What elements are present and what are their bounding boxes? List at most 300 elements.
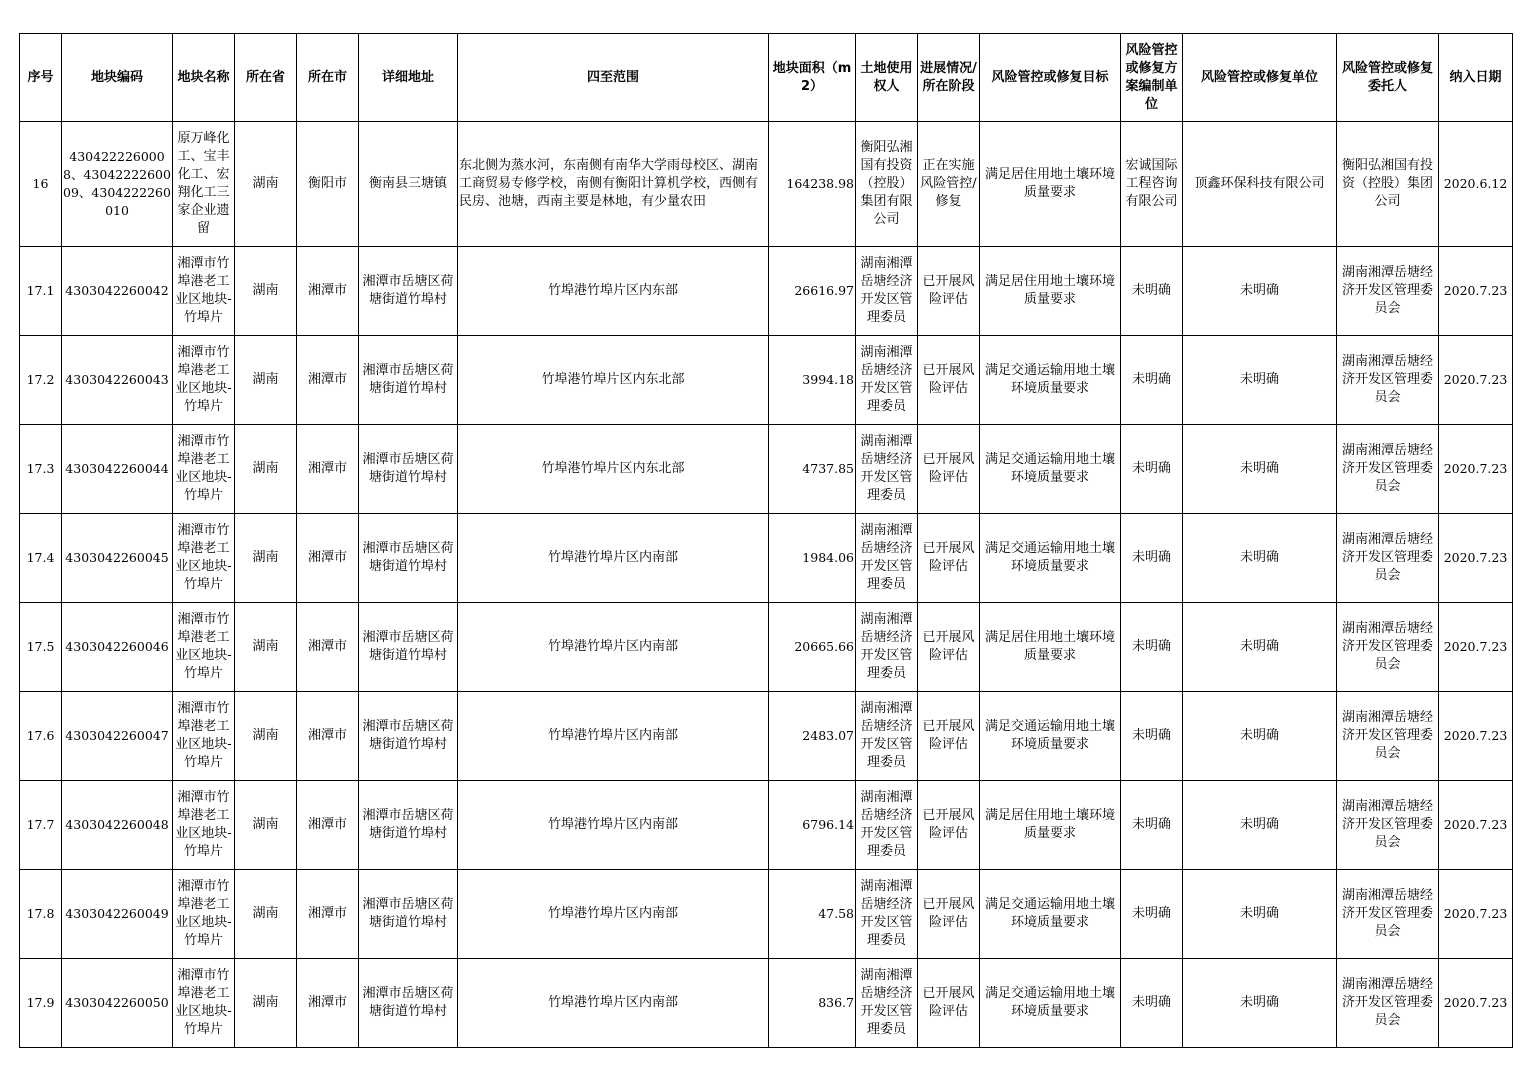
table-cell (1121, 514, 1183, 603)
cell-text: 湘潭市岳塘区荷塘街道竹埠村 (362, 719, 454, 752)
table-cell (1439, 336, 1513, 425)
table-cell (769, 870, 856, 959)
cell-text: 湖南 (252, 728, 279, 743)
cell-text: 未明确 (1131, 283, 1171, 298)
table-cell (980, 336, 1121, 425)
table-cell (458, 336, 769, 425)
table-cell (1183, 870, 1337, 959)
cell-text: 未明确 (1239, 550, 1279, 565)
table-cell (359, 336, 458, 425)
table-cell (20, 692, 62, 781)
table-cell (1121, 870, 1183, 959)
table-cell (1337, 514, 1439, 603)
cell-text: 未明确 (1131, 372, 1171, 387)
cell-text: 湖南湘潭岳塘经济开发区管理委员 (860, 790, 913, 859)
table-row (20, 692, 1513, 781)
cell-text: 湘潭市竹埠港老工业区地块-竹埠片 (175, 790, 232, 859)
cell-text: 4303042260046 (65, 639, 169, 654)
table-cell (458, 425, 769, 514)
table-cell (1183, 425, 1337, 514)
cell-text: 湘潭市 (307, 995, 347, 1010)
cell-text: 4303042260047 (65, 728, 169, 743)
table-cell (856, 514, 918, 603)
table-cell (856, 336, 918, 425)
table-cell (359, 870, 458, 959)
cell-text: 湖南 (252, 283, 279, 298)
cell-text: 湖南湘潭岳塘经济开发区管理委员 (860, 523, 913, 592)
cell-text: 湘潭市岳塘区荷塘街道竹埠村 (362, 452, 454, 485)
table-cell (359, 781, 458, 870)
table-cell (1183, 514, 1337, 603)
header-cell: 序号 (20, 34, 62, 122)
cell-text: 2020.7.23 (1443, 639, 1508, 654)
cell-text: 湖南湘潭岳塘经济开发区管理委员 (860, 256, 913, 325)
header-row (20, 34, 1513, 122)
cell-text: 已开展风险评估 (922, 808, 975, 841)
table-cell (1183, 959, 1337, 1048)
cell-text: 湘潭市岳塘区荷塘街道竹埠村 (362, 630, 454, 663)
cell-text: 2020.7.23 (1443, 550, 1508, 565)
table-cell (769, 425, 856, 514)
cell-text: 4303042260043 (65, 372, 169, 387)
table-cell (1183, 692, 1337, 781)
table-cell (235, 692, 297, 781)
table-cell (1121, 336, 1183, 425)
table-cell (918, 603, 980, 692)
header-cell: 所在市 (297, 34, 359, 122)
table-cell (856, 603, 918, 692)
table-cell (980, 692, 1121, 781)
cell-text: 湘潭市竹埠港老工业区地块-竹埠片 (175, 968, 232, 1037)
table-cell (856, 870, 918, 959)
cell-text: 17.6 (26, 728, 55, 743)
cell-text: 17.5 (26, 639, 55, 654)
cell-text: 竹埠港竹埠片区内南部 (547, 906, 678, 921)
cell-text: 3994.18 (802, 372, 854, 387)
cell-text: 26616.97 (794, 283, 854, 298)
table-cell (918, 692, 980, 781)
table-cell (918, 425, 980, 514)
cell-text: 衡阳弘湘国有投资（控股）集团公司 (1341, 158, 1433, 209)
cell-text: 已开展风险评估 (922, 541, 975, 574)
cell-text: 2020.7.23 (1443, 906, 1508, 921)
table-cell (1121, 425, 1183, 514)
table-cell (1121, 959, 1183, 1048)
cell-text: 未明确 (1131, 728, 1171, 743)
table-cell (62, 603, 173, 692)
cell-text: 湖南湘潭岳塘经济开发区管理委员会 (1341, 354, 1433, 405)
table-cell (1337, 247, 1439, 336)
cell-text: 满足居住用地土壤环境质量要求 (984, 630, 1115, 663)
cell-text: 4303042260044 (65, 461, 169, 476)
cell-text: 已开展风险评估 (922, 719, 975, 752)
table-cell (173, 425, 235, 514)
cell-text: 4303042260045 (65, 550, 169, 565)
table-cell (235, 959, 297, 1048)
header-cell: 风险管控或修复单位 (1183, 34, 1337, 122)
table-cell (918, 336, 980, 425)
table-cell (856, 247, 918, 336)
cell-text: 已开展风险评估 (922, 452, 975, 485)
cell-text: 未明确 (1239, 995, 1279, 1010)
cell-text: 164238.98 (786, 176, 854, 191)
header-cell: 地块编码 (62, 34, 173, 122)
table-row (20, 870, 1513, 959)
table-cell (1121, 692, 1183, 781)
table-cell (297, 247, 359, 336)
table-cell (1439, 870, 1513, 959)
cell-text: 满足交通运输用地土壤环境质量要求 (984, 541, 1115, 574)
table-cell (359, 959, 458, 1048)
cell-text: 湖南湘潭岳塘经济开发区管理委员 (860, 879, 913, 948)
table-cell (458, 959, 769, 1048)
table-cell (458, 692, 769, 781)
table-cell (769, 603, 856, 692)
cell-text: 未明确 (1239, 728, 1279, 743)
table-cell (1121, 247, 1183, 336)
table-row (20, 514, 1513, 603)
table-cell (856, 781, 918, 870)
table-cell (458, 781, 769, 870)
table-cell (918, 870, 980, 959)
table-cell (1121, 122, 1183, 247)
table-cell (918, 959, 980, 1048)
cell-text: 湘潭市岳塘区荷塘街道竹埠村 (362, 808, 454, 841)
cell-text: 17.9 (26, 995, 55, 1010)
cell-text: 4303042260042 (65, 283, 169, 298)
table-cell (980, 247, 1121, 336)
cell-text: 未明确 (1239, 283, 1279, 298)
table-cell (1337, 425, 1439, 514)
table-cell (20, 425, 62, 514)
table-cell (1439, 781, 1513, 870)
table-cell (62, 514, 173, 603)
table-cell (235, 870, 297, 959)
table-cell (359, 603, 458, 692)
table-cell (980, 781, 1121, 870)
cell-text: 17.4 (26, 550, 55, 565)
table-cell (980, 122, 1121, 247)
table-cell (20, 870, 62, 959)
table-cell (458, 514, 769, 603)
cell-text: 湖南湘潭岳塘经济开发区管理委员 (860, 434, 913, 503)
table-cell (62, 692, 173, 781)
table-cell (918, 247, 980, 336)
cell-text: 湘潭市 (307, 906, 347, 921)
cell-text: 湖南湘潭岳塘经济开发区管理委员 (860, 345, 913, 414)
table-cell (62, 959, 173, 1048)
header-cell: 进展情况/所在阶段 (918, 34, 980, 122)
table-cell (769, 692, 856, 781)
cell-text: 竹埠港竹埠片区内南部 (547, 639, 678, 654)
cell-text: 2020.7.23 (1443, 728, 1508, 743)
table-cell (1183, 122, 1337, 247)
table-cell (1183, 247, 1337, 336)
table-cell (235, 247, 297, 336)
cell-text: 湖南 (252, 639, 279, 654)
table-cell (173, 603, 235, 692)
cell-text: 未明确 (1239, 639, 1279, 654)
table-cell (1121, 781, 1183, 870)
table-cell (235, 514, 297, 603)
cell-text: 满足居住用地土壤环境质量要求 (984, 808, 1115, 841)
table-cell (20, 603, 62, 692)
table-cell (769, 781, 856, 870)
table-cell (918, 122, 980, 247)
cell-text: 已开展风险评估 (922, 630, 975, 663)
header-cell: 地块名称 (173, 34, 235, 122)
cell-text: 20665.66 (794, 639, 854, 654)
cell-text: 湖南 (252, 550, 279, 565)
cell-text: 湖南湘潭岳塘经济开发区管理委员会 (1341, 799, 1433, 850)
table-cell (62, 425, 173, 514)
cell-text: 湘潭市岳塘区荷塘街道竹埠村 (362, 363, 454, 396)
table-cell (173, 247, 235, 336)
cell-text: 湘潭市竹埠港老工业区地块-竹埠片 (175, 879, 232, 948)
table-cell (20, 336, 62, 425)
cell-text: 1984.06 (802, 550, 854, 565)
cell-text: 湘潭市 (307, 461, 347, 476)
cell-text: 未明确 (1239, 461, 1279, 476)
table-cell (359, 692, 458, 781)
header-cell: 风险管控或修复目标 (980, 34, 1121, 122)
cell-text: 6796.14 (802, 817, 854, 832)
cell-text: 湖南湘潭岳塘经济开发区管理委员会 (1341, 532, 1433, 583)
table-cell (20, 514, 62, 603)
cell-text: 4303042260050 (65, 995, 169, 1010)
cell-text: 宏诚国际工程咨询有限公司 (1125, 158, 1178, 209)
table-cell (980, 870, 1121, 959)
cell-text: 湖南湘潭岳塘经济开发区管理委员会 (1341, 443, 1433, 494)
cell-text: 4303042260048 (65, 817, 169, 832)
table-row (20, 959, 1513, 1048)
table-cell (918, 514, 980, 603)
table-cell (918, 781, 980, 870)
cell-text: 竹埠港竹埠片区内南部 (547, 817, 678, 832)
table-cell (297, 122, 359, 247)
table-row (20, 781, 1513, 870)
table-cell (297, 603, 359, 692)
table-cell (297, 514, 359, 603)
table-cell (980, 603, 1121, 692)
table-cell (173, 781, 235, 870)
cell-text: 原万峰化工、宝丰化工、宏翔化工三家企业遗留 (177, 131, 230, 236)
cell-text: 17.2 (26, 372, 55, 387)
cell-text: 竹埠港竹埠片区内南部 (547, 995, 678, 1010)
table-cell (769, 247, 856, 336)
cell-text: 未明确 (1131, 995, 1171, 1010)
cell-text: 湖南湘潭岳塘经济开发区管理委员会 (1341, 977, 1433, 1028)
table-cell (359, 425, 458, 514)
table-cell (20, 959, 62, 1048)
cell-text: 湘潭市 (307, 817, 347, 832)
table-cell (1337, 959, 1439, 1048)
cell-text: 湖南 (252, 372, 279, 387)
table-row (20, 336, 1513, 425)
cell-text: 未明确 (1131, 906, 1171, 921)
table-cell (20, 781, 62, 870)
cell-text: 已开展风险评估 (922, 897, 975, 930)
header-cell: 所在省 (235, 34, 297, 122)
cell-text: 已开展风险评估 (922, 274, 975, 307)
table-cell (1439, 247, 1513, 336)
table-cell (458, 247, 769, 336)
table-row (20, 603, 1513, 692)
table-row (20, 425, 1513, 514)
cell-text: 满足交通运输用地土壤环境质量要求 (984, 719, 1115, 752)
table-cell (1439, 514, 1513, 603)
cell-text: 未明确 (1239, 372, 1279, 387)
cell-text: 湘潭市 (307, 283, 347, 298)
table-cell (1439, 122, 1513, 247)
cell-text: 湘潭市岳塘区荷塘街道竹埠村 (362, 274, 454, 307)
header-cell: 土地使用权人 (856, 34, 918, 122)
cell-text: 衡阳市 (307, 176, 347, 191)
cell-text: 湘潭市竹埠港老工业区地块-竹埠片 (175, 701, 232, 770)
cell-text: 未明确 (1239, 906, 1279, 921)
cell-text: 正在实施风险管控/修复 (920, 158, 977, 209)
cell-text: 湘潭市 (307, 728, 347, 743)
cell-text: 未明确 (1131, 550, 1171, 565)
table-cell (856, 425, 918, 514)
table-cell (1439, 603, 1513, 692)
table-cell (62, 336, 173, 425)
table-cell (62, 122, 173, 247)
cell-text: 湖南湘潭岳塘经济开发区管理委员 (860, 701, 913, 770)
table-cell (20, 122, 62, 247)
cell-text: 衡南县三塘镇 (368, 176, 447, 191)
header-cell: 四至范围 (458, 34, 769, 122)
cell-text: 湖南湘潭岳塘经济开发区管理委员会 (1341, 710, 1433, 761)
table-cell (1337, 336, 1439, 425)
cell-text: 满足交通运输用地土壤环境质量要求 (984, 986, 1115, 1019)
table-cell (458, 122, 769, 247)
table-cell (235, 122, 297, 247)
cell-text: 47.58 (818, 906, 854, 921)
cell-text: 16 (32, 176, 49, 191)
table-cell (856, 692, 918, 781)
table-cell (769, 336, 856, 425)
cell-text: 2483.07 (802, 728, 854, 743)
table-cell (235, 425, 297, 514)
cell-text: 未明确 (1131, 461, 1171, 476)
table-cell (359, 122, 458, 247)
table-body (20, 122, 1513, 1048)
cell-text: 未明确 (1239, 817, 1279, 832)
table-cell (235, 336, 297, 425)
table-cell (173, 514, 235, 603)
cell-text: 湖南 (252, 176, 279, 191)
cell-text: 4303042260049 (65, 906, 169, 921)
cell-text: 2020.6.12 (1443, 176, 1508, 191)
cell-text: 竹埠港竹埠片区内东北部 (541, 372, 685, 387)
cell-text: 17.3 (26, 461, 55, 476)
cell-text: 17.1 (26, 283, 55, 298)
cell-text: 湘潭市竹埠港老工业区地块-竹埠片 (175, 256, 232, 325)
table-cell (62, 870, 173, 959)
table-cell (1439, 692, 1513, 781)
cell-text: 竹埠港竹埠片区内南部 (547, 550, 678, 565)
cell-text: 东北侧为蒸水河，东南侧有南华大学雨母校区、湖南工商贸易专修学校，南侧有衡阳计算机学校，西侧有民房、池塘，西南主要是林地，有少量农田 (459, 158, 759, 209)
cell-text: 湖南湘潭岳塘经济开发区管理委员 (860, 612, 913, 681)
table-cell (1337, 692, 1439, 781)
cell-text: 湖南 (252, 461, 279, 476)
cell-text: 竹埠港竹埠片区内东北部 (541, 461, 685, 476)
table-cell (1439, 425, 1513, 514)
table-cell (62, 781, 173, 870)
table-cell (458, 870, 769, 959)
table-cell (173, 959, 235, 1048)
cell-text: 已开展风险评估 (922, 986, 975, 1019)
header-cell: 风险管控或修复方案编制单位 (1121, 34, 1183, 122)
table-cell (359, 247, 458, 336)
cell-text: 836.7 (818, 995, 854, 1010)
table-cell (769, 959, 856, 1048)
cell-text: 湖南湘潭岳塘经济开发区管理委员 (860, 968, 913, 1037)
header-cell: 地块面积（m2） (769, 34, 856, 122)
cell-text: 湘潭市竹埠港老工业区地块-竹埠片 (175, 612, 232, 681)
cell-text: 湘潭市岳塘区荷塘街道竹埠村 (362, 541, 454, 574)
table-cell (1121, 603, 1183, 692)
table-cell (173, 122, 235, 247)
table-cell (769, 514, 856, 603)
cell-text: 2020.7.23 (1443, 461, 1508, 476)
cell-text: 4737.85 (802, 461, 854, 476)
cell-text: 湘潭市竹埠港老工业区地块-竹埠片 (175, 345, 232, 414)
table-cell (62, 247, 173, 336)
cell-text: 满足交通运输用地土壤环境质量要求 (984, 897, 1115, 930)
cell-text: 满足居住用地土壤环境质量要求 (984, 167, 1115, 200)
cell-text: 未明确 (1131, 817, 1171, 832)
cell-text: 湘潭市岳塘区荷塘街道竹埠村 (362, 986, 454, 1019)
table-cell (235, 603, 297, 692)
table-cell (20, 247, 62, 336)
cell-text: 2020.7.23 (1443, 372, 1508, 387)
table-cell (359, 514, 458, 603)
cell-text: 湖南 (252, 817, 279, 832)
cell-text: 满足交通运输用地土壤环境质量要求 (984, 452, 1115, 485)
cell-text: 湘潭市竹埠港老工业区地块-竹埠片 (175, 434, 232, 503)
cell-text: 顶鑫环保科技有限公司 (1194, 176, 1325, 191)
table-cell (1337, 603, 1439, 692)
table-cell (297, 781, 359, 870)
cell-text: 湖南湘潭岳塘经济开发区管理委员会 (1341, 888, 1433, 939)
header-cell: 纳入日期 (1439, 34, 1513, 122)
table-cell (980, 425, 1121, 514)
table-cell (980, 959, 1121, 1048)
table-cell (297, 959, 359, 1048)
cell-text: 湖南湘潭岳塘经济开发区管理委员会 (1341, 621, 1433, 672)
cell-text: 满足交通运输用地土壤环境质量要求 (984, 363, 1115, 396)
cell-text: 衡阳弘湘国有投资（控股）集团有限公司 (860, 140, 913, 227)
table-cell (1183, 781, 1337, 870)
cell-text: 2020.7.23 (1443, 995, 1508, 1010)
cell-text: 湖南湘潭岳塘经济开发区管理委员会 (1341, 265, 1433, 316)
table-cell (1183, 603, 1337, 692)
cell-text: 已开展风险评估 (922, 363, 975, 396)
table-cell (1337, 870, 1439, 959)
contaminated-sites-table (19, 33, 1513, 1048)
table-cell (297, 692, 359, 781)
cell-text: 4304222260008、4304222260009、4304222260010 (63, 149, 171, 218)
cell-text: 满足居住用地土壤环境质量要求 (984, 274, 1115, 307)
table-cell (173, 870, 235, 959)
cell-text: 竹埠港竹埠片区内东部 (547, 283, 678, 298)
header-cell: 详细地址 (359, 34, 458, 122)
cell-text: 2020.7.23 (1443, 283, 1508, 298)
cell-text: 2020.7.23 (1443, 817, 1508, 832)
header-cell: 风险管控或修复委托人 (1337, 34, 1439, 122)
